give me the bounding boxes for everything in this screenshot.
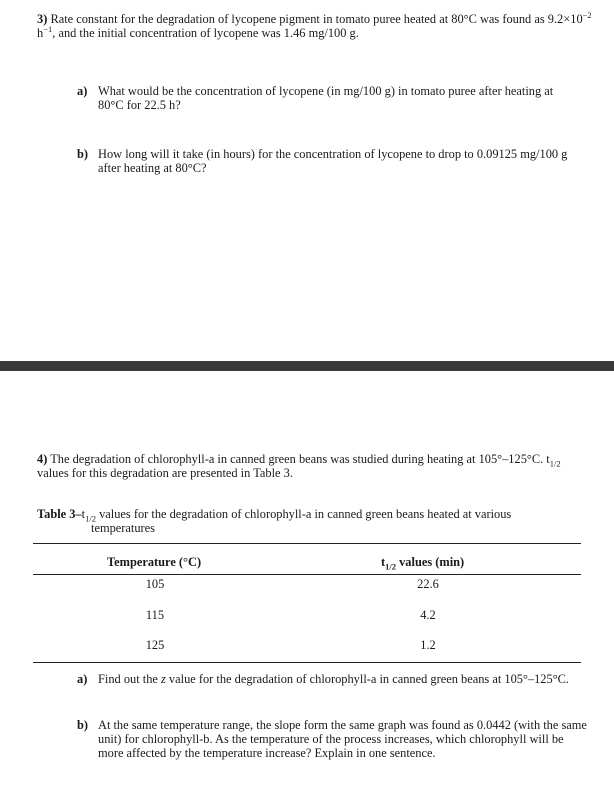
table-header-subscript: 1/2 [385,561,397,572]
table-header-rule [33,574,581,575]
rate-constant-exponent: −2 [582,9,592,20]
table-caption-label: Table 3– [37,507,82,521]
table-cell-temp: 115 [145,608,165,622]
rate-unit-exponent: −1 [43,23,53,34]
question-3a [77,84,577,112]
table-cell-value: 4.2 [420,608,436,622]
z-variable: z [161,672,166,686]
question-3-text-end: , and the initial concentration of lycopene was 1.46 mg/100 g. [52,26,359,40]
section-divider [0,361,614,371]
table-caption [37,507,582,535]
question-3a-label: a) [77,84,88,98]
question-3-text: Rate constant for the degradation of lycopene pigment in tomato puree heated at 80°C was found as 9.2×10 [50,12,583,26]
question-4b [77,718,587,760]
question-3a-text: What would be the concentration of lycopene (in mg/100 g) in tomato puree after heating at 80°C for 22.5 h? [98,84,554,112]
question-3-stem [37,9,597,40]
question-4-text-end: values for this degradation are presented in Table 3. [37,466,293,480]
question-4a-label: a) [77,672,88,686]
question-4b-label: b) [77,718,89,732]
table-cell-temp: 105 [145,577,165,591]
table-header-temperature: Temperature (°C) [107,555,202,569]
question-4a-text-end: value for the degradation of chlorophyll-a in canned green beans at 105°–125°C. [165,672,570,686]
table-top-rule [33,543,581,544]
question-3b-text: How long will it take (in hours) for the concentration of lycopene to drop to 0.09125 mg/100 g after heating at 80°C? [98,147,568,175]
table-caption-line2: temperatures [91,521,155,535]
question-4-number: 4) [37,452,48,466]
table-bottom-rule [33,662,581,663]
question-4a-text-start: Find out the [98,672,161,686]
table-header-rest: values (min) [396,555,465,569]
question-4a [77,672,587,686]
question-3-number: 3) [37,12,48,26]
table-cell-value: 22.6 [417,577,439,591]
table-header-half-life [381,555,465,572]
table-caption-t: t [81,507,86,521]
question-4-text: The degradation of chlorophyll-a in canned green beans was studied during heating at 105°–125°C. t [50,452,550,466]
question-3b-label: b) [77,147,89,161]
table-caption-subscript: 1/2 [85,513,96,524]
question-4b-text: At the same temperature range, the slope form the same graph was found as 0.0442 (with the same unit) for chlorophyll-b. As the temperature of the process increases, which chlorophyll will be more affected by the temperature increase? Explain in one sentence. [98,718,587,760]
rate-unit: h [37,26,44,40]
table-caption-text: values for the degradation of chlorophyll-a in canned green beans heated at various [95,507,512,521]
question-3b [77,147,587,175]
table-cell-temp: 125 [145,638,165,652]
question-4-stem [37,452,582,480]
table-cell-value: 1.2 [420,638,436,652]
table-header-t: t [381,555,386,569]
half-life-subscript: 1/2 [549,458,561,469]
question-4a-text [98,672,587,686]
